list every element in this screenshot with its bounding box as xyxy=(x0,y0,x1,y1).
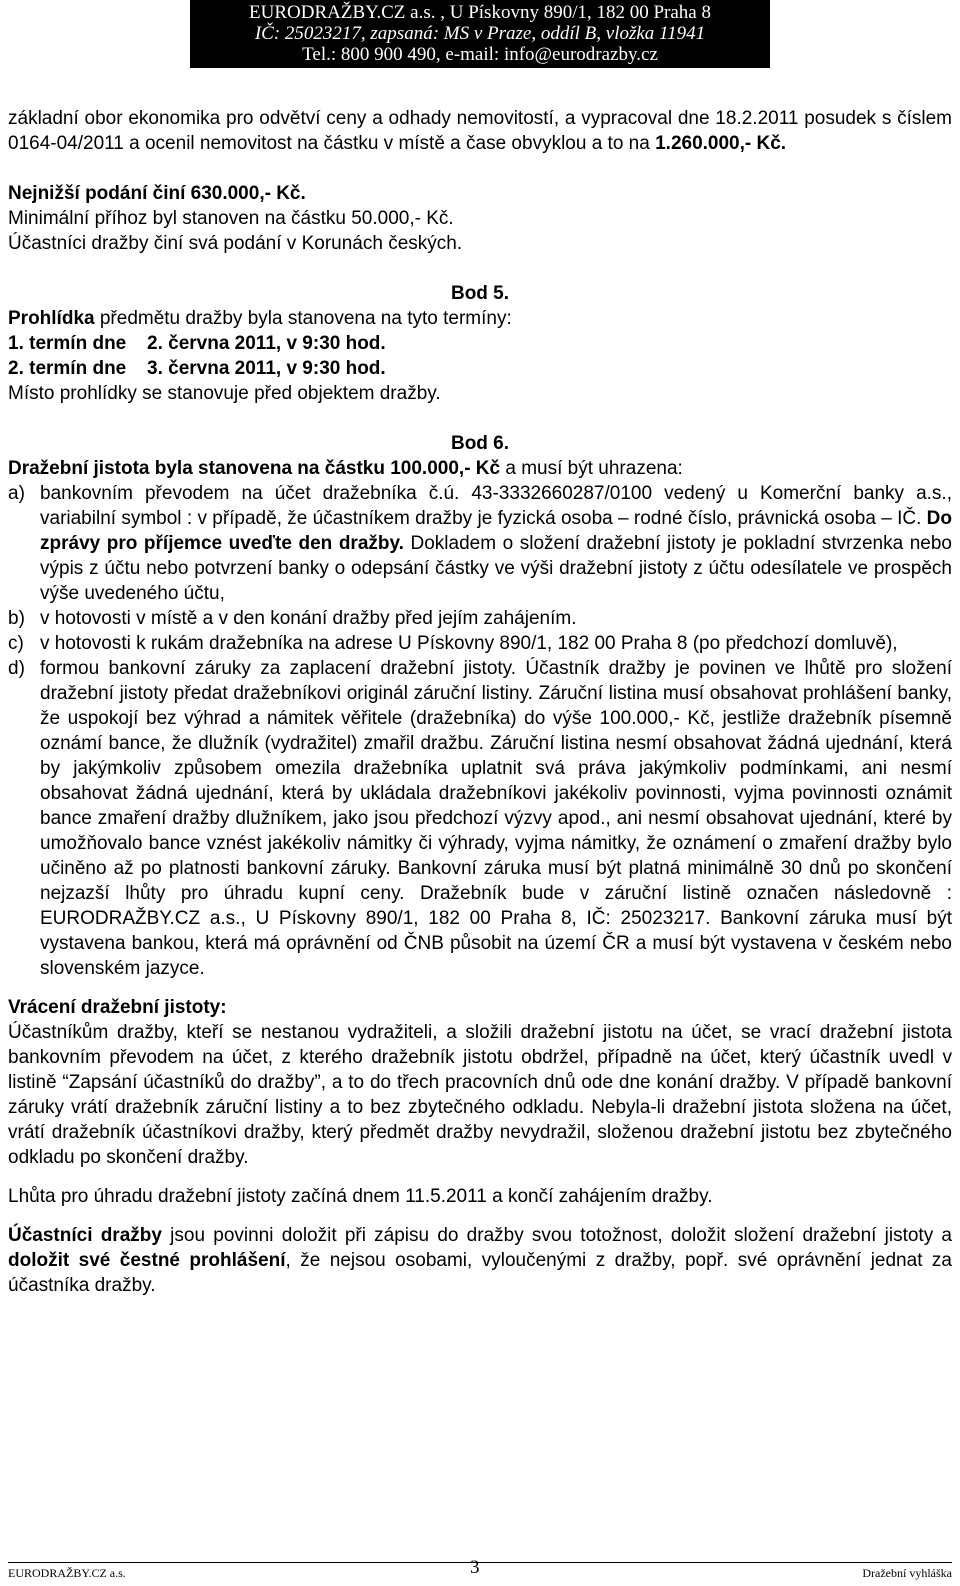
page-footer xyxy=(8,1553,952,1579)
footer-company: EURODRAŽBY.CZ a.s. xyxy=(8,1566,126,1580)
term-2-label: 2. termín dne xyxy=(8,358,127,379)
bod6-title: Bod 6. xyxy=(450,433,510,454)
company-header xyxy=(190,0,770,68)
lowest-bid: Nejnižší podání činí 630.000,- Kč. xyxy=(8,183,306,204)
payment-option-a xyxy=(8,481,952,606)
intro-paragraph xyxy=(8,106,952,156)
refund-text: Účastníkům dražby, kteří se nestanou vydražiteli, a složili dražební jistotu na účet, se vrací dražební jistota bankovním převodem na účet, z kterého dražebník jistotu obdržel, případně na účet, který účastník uvedl v listině “Zapsání účastníků do dražby”, a to do třech pracovních dnů ode dne konání dražby. V případě bankovní záruky vrátí dražebník záruční listiny a to bez zbytečného odkladu. Nebyla-li dražební jistota složena na účet, vrátí dražebník účastníkovi dražby, který předmět dražby nevydražil, složenou dražební jistotu bez zbytečného odkladu po skončení dražby. xyxy=(8,1022,952,1168)
participants-bold-1: Účastníci dražby xyxy=(8,1225,162,1246)
inspection-term-1 xyxy=(8,331,952,356)
option-c-text: v hotovosti k rukám dražebníka na adrese U Pískovny 890/1, 182 00 Praha 8 (po předchozí domluvě), xyxy=(40,633,898,654)
bod5-intro-bold: Prohlídka xyxy=(8,308,95,329)
header-line-1: EURODRAŽBY.CZ a.s. , U Pískovny 890/1, 182 00 Praha 8 xyxy=(249,2,711,23)
minimum-increment: Minimální příhoz byl stanoven na částku 50.000,- Kč. xyxy=(8,208,454,229)
payment-option-c xyxy=(8,631,952,656)
header-line-3: Tel.: 800 900 490, e-mail: info@eurodrazby.cz xyxy=(302,44,658,65)
intro-amount: 1.260.000,- Kč. xyxy=(655,133,787,154)
term-2-value: 3. června 2011, v 9:30 hod. xyxy=(147,358,386,379)
deadline-text: Lhůta pro úhradu dražební jistoty začíná dnem 11.5.2011 a končí zahájením dražby. xyxy=(8,1186,713,1207)
term-1-label: 1. termín dne xyxy=(8,333,127,354)
option-a-bold: Do zprávy pro příjemce uveďte den dražby. xyxy=(40,508,952,554)
option-b-text: v hotovosti v místě a v den konání dražby před jejím zahájením. xyxy=(40,608,577,629)
option-a-text-1: bankovním převodem na účet dražebníka č.ú. 43-3332660287/0100 vedený u Komerční banky a.s., variabilní symbol : v případě, že účastníkem dražby je fyzická osoba – rodné číslo, právnická osoba – IČ. xyxy=(40,483,952,529)
option-d-label: d) xyxy=(8,658,25,679)
inspection-place: Místo prohlídky se stanovuje před objektem dražby. xyxy=(8,383,441,404)
participants-bold-2: doložit své čestné prohlášení xyxy=(8,1250,286,1271)
option-a-text-2: Dokladem o složení dražební jistoty je pokladní stvrzenka nebo výpis z účtu nebo potvrzení banky o odepsání částky ve výši dražební jistoty z účtu odesílatele ve prospěch výše uvedeného účtu, xyxy=(40,533,952,604)
participants-text-1: jsou povinni doložit při zápisu do dražby svou totožnost, doložit složení dražební jistoty a xyxy=(161,1225,952,1246)
bod5-intro xyxy=(8,306,952,331)
document-body xyxy=(8,106,952,1298)
option-a-text xyxy=(40,481,952,606)
bod6-intro-bold: Dražební jistota byla stanovena na částku 100.000,- Kč xyxy=(8,458,501,479)
page-number: 3 xyxy=(470,1557,480,1578)
payment-option-d xyxy=(8,656,952,981)
term-1-value: 2. června 2011, v 9:30 hod. xyxy=(147,333,386,354)
bod6-intro-rest: a musí být uhrazena: xyxy=(500,458,683,479)
bod6-intro xyxy=(8,456,952,481)
option-a-label: a) xyxy=(8,483,25,504)
intro-text: základní obor ekonomika pro odvětví ceny a odhady nemovitostí, a vypracoval dne 18.2.2011 posudek s číslem 0164-04/2011 a ocenil nemovitost na částku v místě a čase obvyklou a to na xyxy=(8,108,952,154)
inspection-term-2 xyxy=(8,356,952,381)
participants-paragraph xyxy=(8,1223,952,1298)
header-line-2: IČ: 25023217, zapsaná: MS v Praze, oddíl B, vložka 11941 xyxy=(254,23,706,44)
refund-title: Vrácení dražební jistoty: xyxy=(8,997,227,1018)
option-c-label: c) xyxy=(8,633,24,654)
currency-note: Účastníci dražby činí svá podání v Korunách českých. xyxy=(8,233,463,254)
option-d-text: formou bankovní záruky za zaplacení dražební jistoty. Účastník dražby je povinen ve lhůtě pro složení dražební jistoty předat dražebníkovi originál záruční listiny. Záruční listina musí obsahovat prohlášení banky, že uspokojí bez výhrad a námitek věřitele (dražebníka) do výše 100.000,- Kč, jestliže dražebník písemně oznámí bance, že dlužník (vydražitel) zmařil dražbu. Záruční listina nesmí obsahovat žádná ujednání, která by jakýmkoliv způsobem omezila dražebníka uplatnit svá práva jakýmkoliv podmínkami, ani nesmí obsahovat žádná ujednání, která by ukládala dražebníkovi jakékoliv povinnosti, vyjma povinnosti oznámit bance zmaření dražby dlužníkem, jako jsou předchozí výzvy apod., ani nesmí obsahovat ujednání, které by umožňovalo bance vznést jakékoliv námitky či výhrady, vyjma námitky, že oznámení o zmaření dražby bylo učiněno až po platnosti bankovní záruky. Bankovní záruka musí být platná minimálně 30 dnů po skončení nejzazší lhůty pro úhradu kupní ceny. Dražebník bude v záruční listině označen následovně : EURODRAŽBY.CZ a.s., U Pískovny 890/1, 182 00 Praha 8, IČ: 25023217. Bankovní záruka musí být vystavena bankou, která má oprávnění od ČNB působit na území ČR a musí být vystavena v českém nebo slovenském jazyce. xyxy=(40,658,952,979)
bod5-title: Bod 5. xyxy=(450,283,510,304)
payment-option-b xyxy=(8,606,952,631)
bod5-intro-rest: předmětu dražby byla stanovena na tyto termíny: xyxy=(94,308,512,329)
participants-text-2: , že nejsou osobami, vyloučenými z dražby, popř. své oprávnění jednat za účastníka dražby. xyxy=(8,1250,952,1296)
option-b-label: b) xyxy=(8,608,25,629)
footer-document-name: Dražební vyhláška xyxy=(862,1566,952,1580)
